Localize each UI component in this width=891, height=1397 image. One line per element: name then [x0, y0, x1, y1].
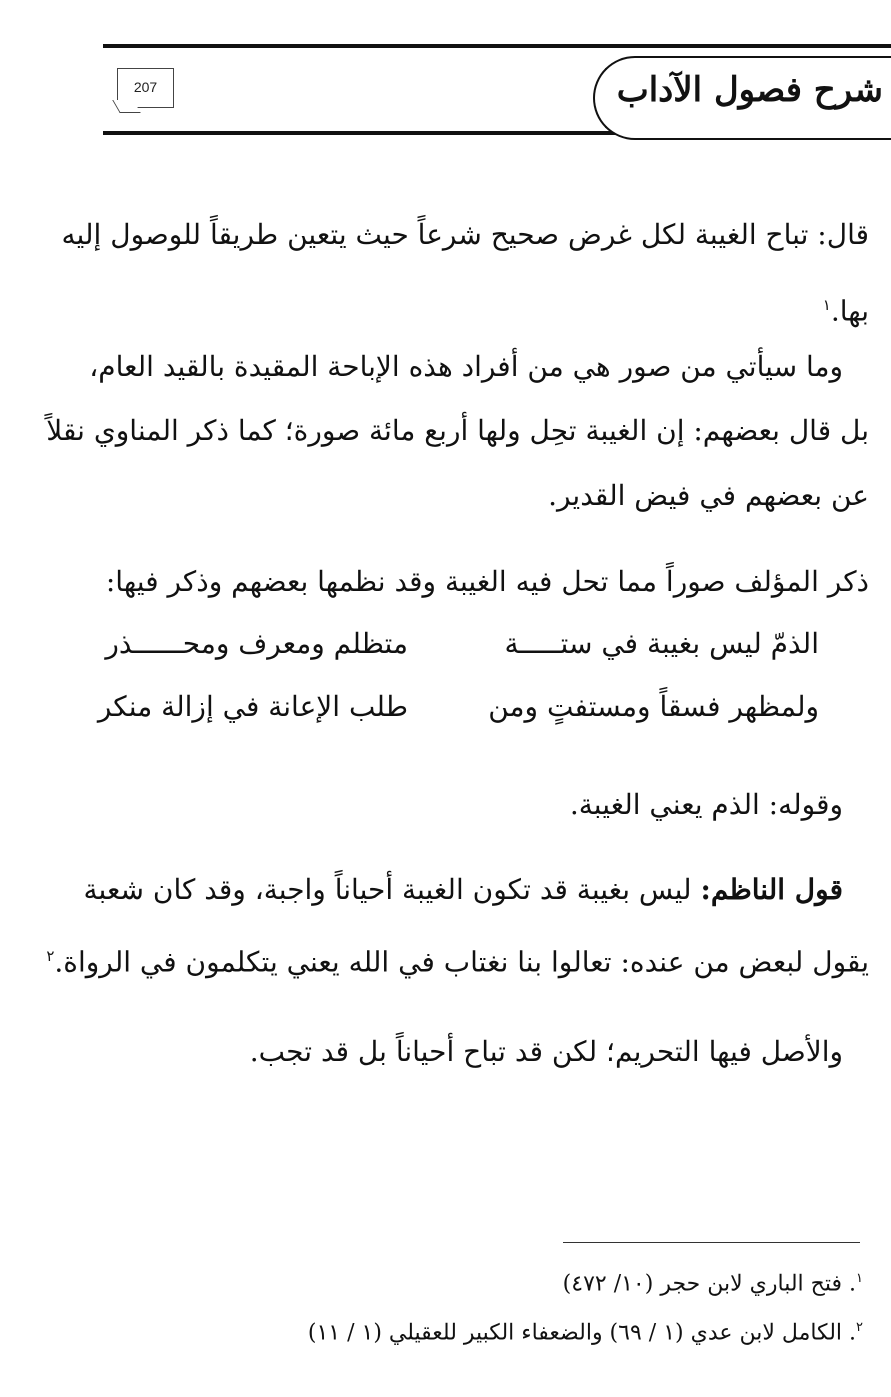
text-line	[46, 936, 869, 982]
verse-hemistich-right: ولمظهر فسقاً ومستفتٍ ومن	[488, 690, 819, 723]
header-rule-top	[103, 44, 891, 48]
text-line	[83, 870, 843, 910]
text-line: بل قال بعضهم: إن الغيبة تحِل ولها أربع مائة صورة؛ كما ذكر المناوي نقلاً	[46, 414, 869, 447]
footnote	[308, 1313, 863, 1348]
nazim-label: قول الناظم:	[700, 873, 843, 906]
verse-hemistich-left: طلب الإعانة في إزالة منكر	[97, 690, 408, 723]
text-fragment: يقول لبعض من عنده: تعالوا بنا نغتاب في الله يعني يتكلمون في الرواة.	[54, 945, 869, 979]
footnote	[563, 1264, 863, 1299]
verse-hemistich-left: متظلم ومعرف ومحــــــذر	[105, 627, 408, 660]
text-fragment: ليس بغيبة قد تكون الغيبة أحياناً واجبة، وقد كان شعبة	[83, 873, 701, 906]
page-number-box	[117, 68, 174, 108]
text-line: وقوله: الذم يعني الغيبة.	[569, 788, 843, 821]
text-line: عن بعضهم في فيض القدير.	[548, 479, 869, 512]
footnote-reference: ٢	[46, 947, 55, 965]
footnote-number: ٢	[856, 1320, 863, 1335]
footnote-text: . الكامل لابن عدي (١ / ٦٩) والضعفاء الكبير للعقيلي (١ / ١١)	[307, 1320, 857, 1346]
text-fragment: بها.	[830, 294, 869, 328]
text-line	[100, 285, 869, 331]
running-title: شرح فصول الآداب	[616, 70, 883, 110]
text-line: والأصل فيها التحريم؛ لكن قد تباح أحياناً بل قد تجب.	[249, 1035, 843, 1068]
footnote-reference: ١	[822, 296, 831, 314]
verse-hemistich-right: الذمّ ليس بغيبة في ستـــــة	[504, 627, 819, 660]
footnote-text: . فتح الباري لابن حجر (١٠/ ٤٧٢)	[562, 1271, 857, 1297]
text-line: وما سيأتي من صور هي من أفراد هذه الإباحة المقيدة بالقيد العام،	[89, 350, 843, 383]
footnote-number: ١	[856, 1271, 863, 1286]
text-line: قال: تباح الغيبة لكل غرض صحيح شرعاً حيث يتعين طريقاً للوصول إليه	[61, 218, 869, 251]
footnote-separator	[563, 1242, 860, 1243]
text-line: ذكر المؤلف صوراً مما تحل فيه الغيبة وقد نظمها بعضهم وذكر فيها:	[105, 565, 869, 598]
page-number: 207	[133, 79, 158, 95]
